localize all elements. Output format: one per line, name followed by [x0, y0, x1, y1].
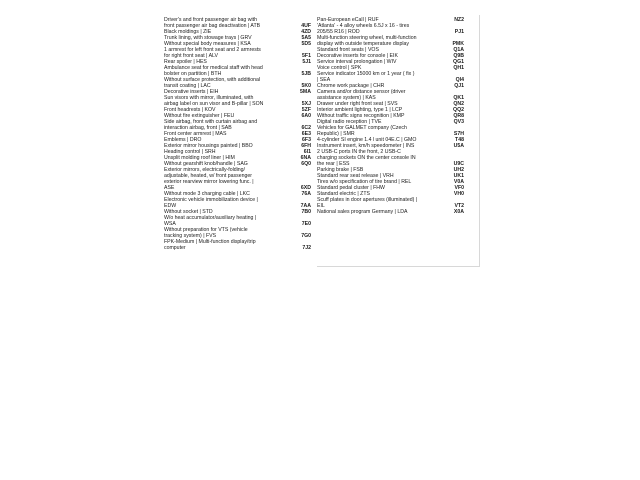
equipment-description: Exterior mirror housings painted | BBO [164, 143, 253, 149]
equipment-description: Standard pedal cluster | FHW [317, 185, 385, 191]
equipment-description: Vehicles for GALMET company (Czech Republic) | SMR [317, 125, 407, 137]
equipment-code: VF0 [454, 185, 464, 191]
equipment-code: QV3 [453, 119, 464, 125]
equipment-code: UH2 [453, 167, 464, 173]
equipment-description: W/o heat accumulator/auxiliary heating | WSA [164, 215, 257, 227]
equipment-description: Multi-function steering wheel, multi-function display with outside temperature display [317, 35, 417, 47]
equipment-description: FPK-Medium | Multi-function display/trip computer [164, 239, 256, 251]
equipment-code: QH1 [453, 65, 464, 71]
equipment-entry [317, 71, 465, 83]
equipment-entry [317, 209, 465, 215]
equipment-description: Without special body measures | KSA [164, 41, 251, 47]
equipment-description: Camera and/or distance sensor (driver assistance system) | KAS [317, 89, 406, 101]
equipment-description: Trunk lining, with stowage trays | GRV [164, 35, 252, 41]
equipment-description: Exterior mirrors, electrically-folding/ adjustable, heated, w/ front passenger exterior rearview mirror lowering func. | ASE [164, 167, 254, 191]
equipment-description: Electronic vehicle immobilization device | EDW [164, 197, 258, 209]
equipment-description: Interior ambient lighting, type 1 | LCP [317, 107, 403, 113]
equipment-entry [164, 197, 312, 209]
equipment-description: Pan-European eCall | RUF [317, 17, 379, 23]
equipment-description: Front center armrest | MAS [164, 131, 227, 137]
horizontal-divider [317, 266, 480, 267]
equipment-code: PMK [452, 41, 464, 47]
equipment-code: QQ2 [453, 107, 464, 113]
equipment-description: Digital radio reception | TVE [317, 119, 382, 125]
equipment-description: Without preparation for VTS (vehicle tracking system) | FVS [164, 227, 248, 239]
equipment-description: Tires w/o specification of tire brand | REL [317, 179, 412, 185]
equipment-code: 7E0 [301, 221, 311, 227]
equipment-description: Service indicator 15000 km or 1 year ( fix ) | SEA [317, 71, 415, 83]
equipment-code: 6NA [300, 155, 311, 161]
equipment-code: 4ZD [301, 29, 311, 35]
equipment-code: VH0 [453, 191, 464, 197]
equipment-description: Decorative inserts for console | EIK [317, 53, 398, 59]
equipment-code: 5J1 [302, 59, 311, 65]
equipment-description: Scuff plates in door apertures (illuminated) | EIL [317, 197, 418, 209]
equipment-code: 7J2 [302, 245, 311, 251]
equipment-code: 6XD [300, 185, 311, 191]
equipment-description: Service interval prolongation | WIV [317, 59, 397, 65]
equipment-code: 5F1 [302, 53, 311, 59]
equipment-entry [317, 35, 465, 47]
equipment-description: Without surface protection, with additional transit coating | LAC [164, 77, 261, 89]
equipment-entry [164, 119, 312, 131]
equipment-code: 5K0 [301, 83, 311, 89]
equipment-column-left [164, 17, 312, 251]
equipment-code: 7B0 [301, 209, 311, 215]
equipment-code: QK1 [453, 95, 464, 101]
equipment-description: Chrome work package | CHR [317, 83, 385, 89]
equipment-description: Without traffic signs recognition | KMP [317, 113, 405, 119]
equipment-code: 5A5 [301, 35, 311, 41]
equipment-code: 6F3 [302, 137, 311, 143]
equipment-code: VT2 [454, 203, 464, 209]
equipment-entry [317, 149, 465, 167]
equipment-description: Without mode 3 charging cable | LKC [164, 191, 250, 197]
equipment-code: 6C2 [301, 125, 311, 131]
equipment-description: Rear spoiler | HES [164, 59, 207, 65]
equipment-code: Q9B [453, 53, 464, 59]
equipment-entry [164, 17, 312, 29]
equipment-code: 6FH [301, 143, 311, 149]
equipment-code: NZ2 [454, 17, 464, 23]
equipment-description: Ambulance seat for medical staff with head bolster on partition | BTH [164, 65, 263, 77]
equipment-description: Instrument insert, km/h speedometer | INS [317, 143, 415, 149]
equipment-entry [164, 65, 312, 77]
equipment-code: PJ1 [454, 29, 464, 35]
equipment-description: Decorative inserts | EIH [164, 89, 219, 95]
equipment-description: Emblems | DRO [164, 137, 202, 143]
equipment-description: Driver's and front passenger air bag with front passenger air bag deactivation | ATB [164, 17, 261, 29]
equipment-entry [317, 197, 465, 209]
equipment-description: Heading control | SRH [164, 149, 216, 155]
equipment-description: Black moldings | ZIE [164, 29, 212, 35]
equipment-description: Unsplit molding roof liner | HIM [164, 155, 235, 161]
equipment-entry [164, 167, 312, 191]
equipment-description: Side airbag, front with curtain airbag and interaction airbag, front | SAB [164, 119, 258, 131]
equipment-code: Q1A [453, 47, 464, 53]
equipment-entry [317, 89, 465, 101]
equipment-code: QN2 [453, 101, 464, 107]
equipment-code: X0A [453, 209, 464, 215]
equipment-code: QJ1 [454, 83, 464, 89]
equipment-entry [164, 47, 312, 59]
equipment-code: 5D5 [301, 41, 311, 47]
equipment-code: S7H [453, 131, 464, 137]
equipment-description: 2 USB-C ports IN the front, 2 USB-C charging sockets ON the center console IN the rear | ESS [317, 149, 416, 167]
equipment-description: Without socket | STD [164, 209, 213, 215]
equipment-description: National sales program Germany | LDA [317, 209, 408, 215]
equipment-code: QI4 [455, 77, 464, 83]
equipment-code: 6Q0 [301, 161, 311, 167]
equipment-entry [317, 23, 465, 35]
equipment-column-right [317, 17, 465, 215]
equipment-entry [164, 227, 312, 239]
equipment-description: Standard electric | ZTS [317, 191, 370, 197]
equipment-code: 5JB [301, 71, 311, 77]
equipment-entry [164, 77, 312, 89]
equipment-description: Drawer under right front seat | SVS [317, 101, 398, 107]
equipment-description: Parking brake | FSB [317, 167, 364, 173]
equipment-code: 7G0 [301, 233, 311, 239]
equipment-entry [164, 215, 312, 227]
equipment-description: Front headrests | KOV [164, 107, 216, 113]
equipment-code: UK1 [453, 173, 464, 179]
equipment-description: Without gearshift knob/handle | SAG [164, 161, 248, 167]
equipment-code: V0A [453, 179, 464, 185]
equipment-code: 6A0 [301, 113, 311, 119]
equipment-code: QG1 [453, 59, 464, 65]
equipment-description: Without fire extinguisher | FEU [164, 113, 235, 119]
equipment-code: 5ZF [301, 107, 311, 113]
equipment-code: 6I1 [303, 149, 311, 155]
equipment-code: T48 [455, 137, 464, 143]
equipment-code: 4UF [301, 23, 311, 29]
equipment-code: QR8 [453, 113, 464, 119]
equipment-description: Sun visors with mirror, illuminated, with airbag label on sun visor and B-pillar | SON [164, 95, 264, 107]
equipment-entry [317, 125, 465, 137]
equipment-entry [164, 95, 312, 107]
equipment-description: Voice control | SPK [317, 65, 362, 71]
equipment-code: U5A [453, 143, 464, 149]
equipment-description: 4-cylinder SI engine 1.4 l unit 04E.C | GMO [317, 137, 417, 143]
equipment-code: 6E3 [301, 131, 311, 137]
equipment-description: Standard front seats | VOS [317, 47, 379, 53]
equipment-code: 76A [301, 191, 311, 197]
equipment-code: 7AA [300, 203, 311, 209]
equipment-code: 5MA [300, 89, 311, 95]
equipment-description: Standard rear seat release | VRH [317, 173, 394, 179]
equipment-description: 1 armrest for left front seat and 2 armrests for right front seat | ALV [164, 47, 261, 59]
equipment-code: U9C [453, 161, 464, 167]
equipment-description: 'Atlanta' - 4 alloy wheels 6.5J x 16 - tires 205/55 R16 | ROD [317, 23, 410, 35]
equipment-entry [164, 239, 312, 251]
equipment-code: 5XJ [301, 101, 311, 107]
vertical-divider [479, 15, 480, 267]
